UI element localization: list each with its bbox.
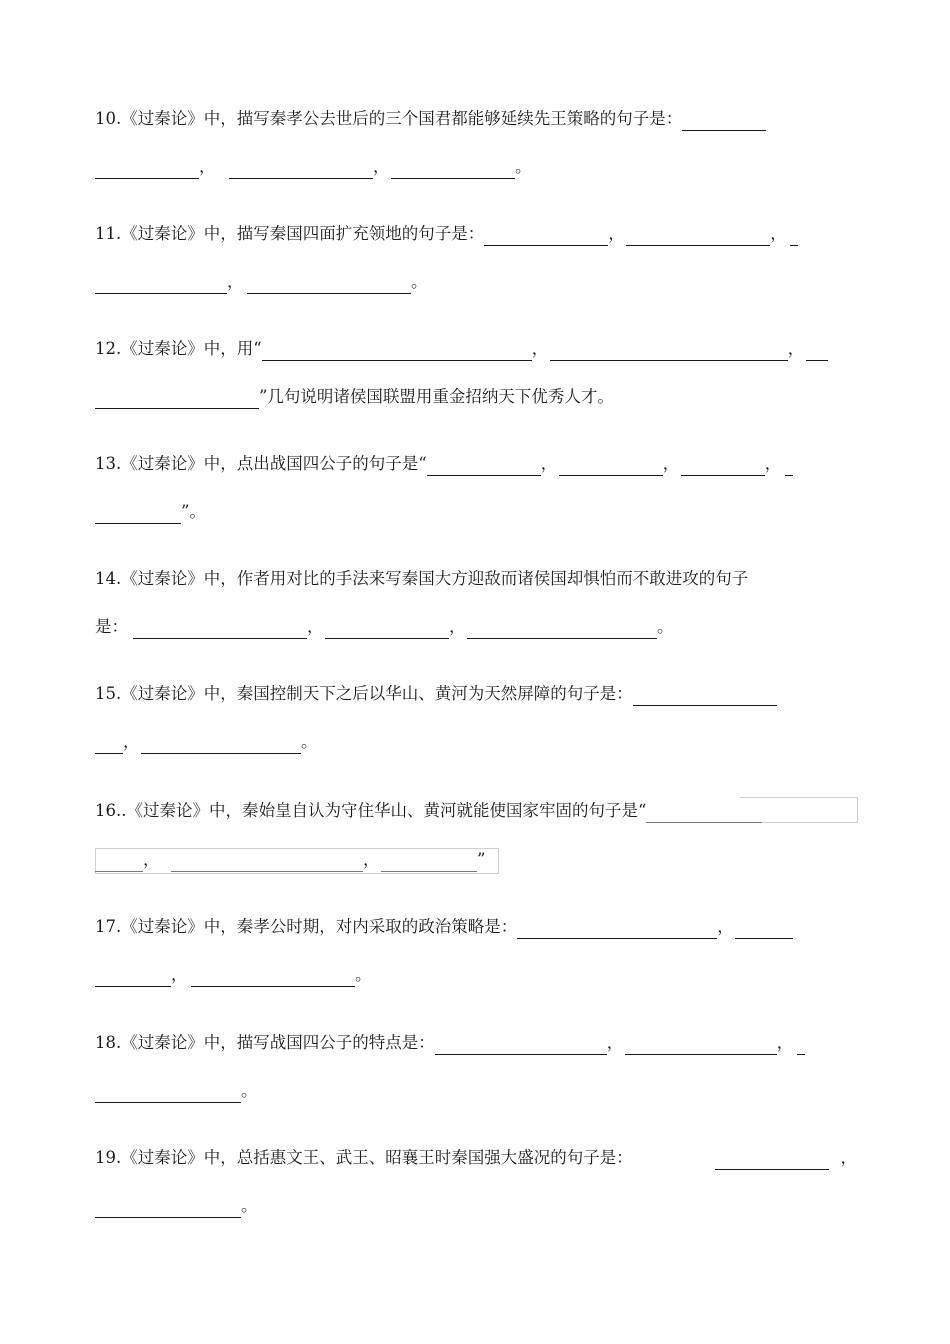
punctuation: ” (477, 850, 486, 869)
question-number: 10. (95, 109, 122, 128)
question-17-line-1 (95, 913, 857, 939)
punctuation: 。 (241, 1081, 258, 1100)
punctuation: ， (717, 917, 734, 936)
question-text: 是： (95, 617, 128, 636)
punctuation: ， (764, 454, 782, 473)
question-text: 《过秦论》中，描写战国四公子的特点是： (121, 1033, 435, 1052)
punctuation: ， (540, 454, 558, 473)
answer-blank[interactable] (95, 852, 143, 872)
answer-blank[interactable] (95, 1198, 241, 1218)
answer-blank[interactable] (646, 803, 762, 823)
answer-blank[interactable] (517, 919, 717, 939)
punctuation: ， (227, 272, 244, 291)
punctuation: ， (123, 732, 140, 751)
question-13-line-1 (95, 450, 857, 476)
question-16-line-2 (95, 846, 857, 872)
answer-blank[interactable] (381, 852, 477, 872)
punctuation: ， (608, 224, 625, 243)
answer-blank[interactable] (247, 274, 411, 294)
question-number: 17. (95, 917, 122, 936)
question-14-line-1 (95, 565, 857, 591)
question-text: 《过秦论》中，作者用对比的手法来写秦国大方迎敌而诸侯国却惧怕而不敢进攻的句子 (121, 569, 749, 588)
question-13-line-2 (95, 498, 857, 524)
answer-blank[interactable] (797, 1035, 805, 1055)
question-text: 《过秦论》中，秦国控制天下之后以华山、黄河为天然屏障的句子是： (121, 684, 633, 703)
question-12-line-2 (95, 383, 857, 409)
answer-blank[interactable] (559, 456, 663, 476)
question-text: 《过秦论》中，描写秦孝公去世后的三个国君都能够延续先王策略的句子是： (121, 109, 683, 128)
punctuation: 。 (301, 732, 318, 751)
question-text: 《过秦论》中，描写秦国四面扩充领地的句子是： (121, 224, 485, 243)
answer-blank[interactable] (141, 734, 301, 754)
answer-blank[interactable] (95, 504, 181, 524)
question-text: 《过秦论》中，总括惠文王、武王、昭襄王时秦国强大盛况的句子是： (121, 1148, 633, 1167)
answer-blank[interactable] (681, 456, 765, 476)
answer-blank[interactable] (229, 159, 373, 179)
punctuation: ， (373, 157, 390, 176)
answer-blank[interactable] (682, 111, 766, 131)
question-18-line-1 (95, 1029, 857, 1055)
answer-blank[interactable] (133, 619, 307, 639)
answer-blank[interactable] (625, 1035, 777, 1055)
punctuation: ， (662, 454, 680, 473)
question-text: ”几句说明诸侯国联盟用重金招纳天下优秀人才。 (259, 387, 614, 406)
question-18-line-2 (95, 1077, 857, 1103)
answer-blank[interactable] (325, 619, 449, 639)
question-number: 15. (95, 684, 122, 703)
answer-blank[interactable] (790, 226, 798, 246)
answer-blank[interactable] (262, 341, 532, 361)
question-number: 19. (95, 1148, 122, 1167)
answer-blank[interactable] (806, 341, 828, 361)
punctuation: ， (840, 1148, 857, 1167)
question-15-line-2 (95, 728, 857, 754)
answer-blank[interactable] (95, 967, 171, 987)
answer-blank[interactable] (391, 159, 515, 179)
punctuation: ， (776, 1033, 794, 1052)
question-number: 13. (95, 454, 122, 473)
punctuation: ， (363, 850, 380, 869)
question-number: 14. (95, 569, 122, 588)
answer-blank[interactable] (95, 274, 227, 294)
punctuation: ， (143, 850, 160, 869)
punctuation: ， (787, 339, 805, 358)
question-14-line-2 (95, 613, 857, 639)
answer-blank[interactable] (95, 734, 123, 754)
question-19-line-1 (95, 1144, 857, 1170)
punctuation: ， (770, 224, 787, 243)
answer-blank[interactable] (735, 919, 793, 939)
question-15-line-1 (95, 680, 857, 706)
answer-blank[interactable] (785, 456, 793, 476)
answer-blank[interactable] (95, 389, 259, 409)
question-text: 《过秦论》中，用“ (121, 339, 262, 358)
question-text: 《过秦论》中，秦孝公时期，对内采取的政治策略是： (121, 917, 518, 936)
question-16-line-1 (95, 797, 857, 823)
punctuation: 。 (355, 965, 372, 984)
answer-blank[interactable] (95, 159, 199, 179)
question-19-line-2 (95, 1192, 857, 1218)
question-11-line-1 (95, 220, 857, 246)
question-10-line-1 (95, 105, 857, 131)
answer-blank[interactable] (715, 1150, 829, 1170)
answer-blank[interactable] (484, 226, 608, 246)
question-number: 18. (95, 1033, 122, 1052)
answer-blank[interactable] (467, 619, 657, 639)
answer-blank[interactable] (626, 226, 770, 246)
answer-blank[interactable] (633, 686, 777, 706)
punctuation: 。 (241, 1196, 258, 1215)
question-text: 《过秦论》中，点出战国四公子的句子是“ (121, 454, 427, 473)
punctuation: 。 (515, 157, 532, 176)
question-17-line-2 (95, 961, 857, 987)
answer-blank[interactable] (550, 341, 788, 361)
punctuation: ， (449, 617, 466, 636)
question-12-line-1 (95, 335, 857, 361)
question-number: 11. (95, 224, 122, 243)
punctuation: 。 (411, 272, 428, 291)
question-text: .《过秦论》中，秦始皇自认为守住华山、黄河就能使国家牢固的句子是“ (121, 801, 647, 820)
punctuation: ， (531, 339, 549, 358)
punctuation: 。 (657, 617, 674, 636)
question-11-line-2 (95, 268, 857, 294)
answer-blank[interactable] (435, 1035, 607, 1055)
answer-blank[interactable] (95, 1083, 241, 1103)
question-10-line-2 (95, 153, 857, 179)
punctuation: ， (606, 1033, 624, 1052)
answer-blank[interactable] (171, 852, 363, 872)
punctuation: ， (171, 965, 188, 984)
punctuation: ， (199, 157, 216, 176)
question-number: 16. (95, 801, 122, 820)
punctuation: ”。 (181, 502, 206, 521)
punctuation: ， (307, 617, 324, 636)
question-number: 12. (95, 339, 122, 358)
answer-blank[interactable] (191, 967, 355, 987)
answer-blank[interactable] (427, 456, 541, 476)
